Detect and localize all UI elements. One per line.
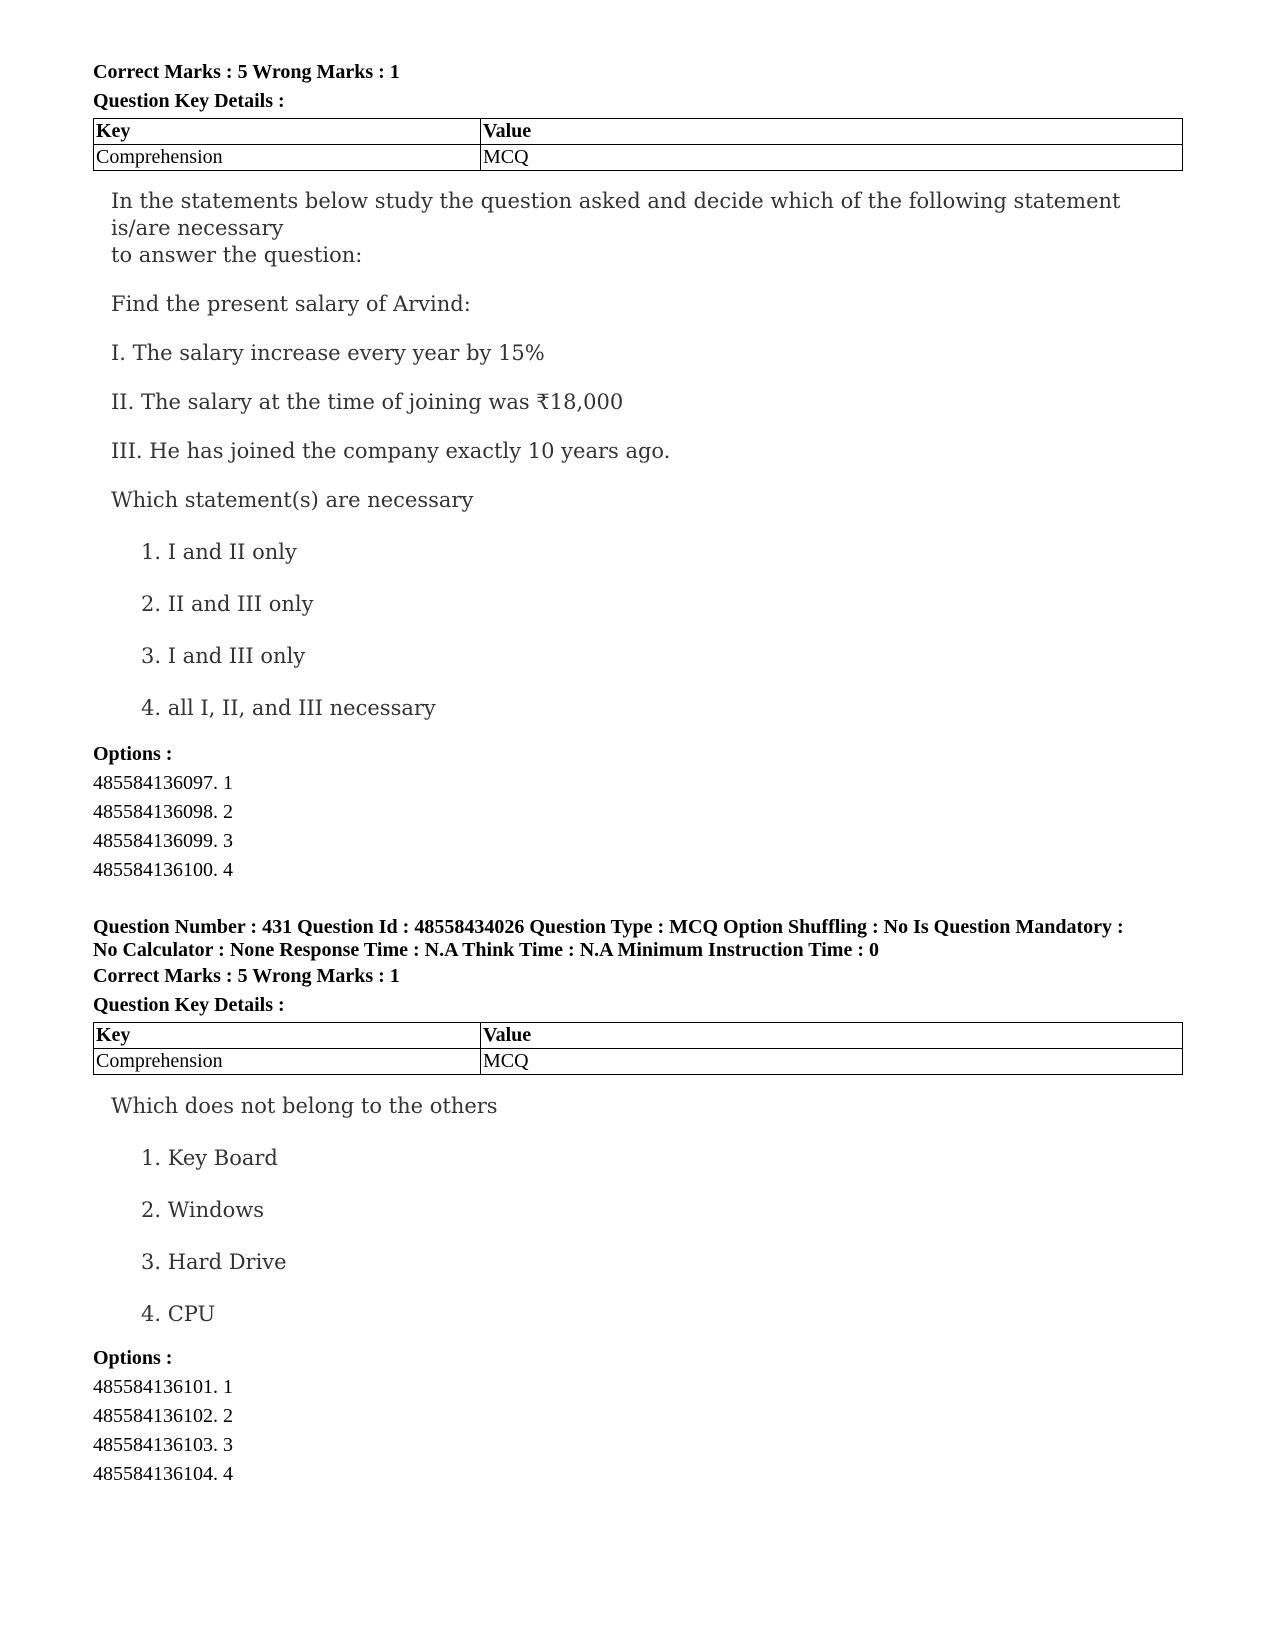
q1-question-body [93,188,1183,722]
q2-options [93,1344,1183,1489]
table-cell-value: MCQ [481,145,1183,171]
q2-question-body [93,1093,1183,1328]
table-cell-key: Comprehension [94,1049,481,1075]
q2-header-line2: No Calculator : None Response Time : N.A Think Time : N.A Minimum Instruction Time : 0 [93,939,879,961]
table-row [94,119,1183,145]
q1-prompt: Which statement(s) are necessary [111,488,474,512]
q1-statement-2: II. The salary at the time of joining was ₹18,000 [111,390,624,414]
q1-statement-3: III. He has joined the company exactly 10 years ago. [111,439,671,463]
q1-options [93,740,1183,885]
table-header-value: Value [481,1023,1183,1049]
q2-choice-4: 4. CPU [141,1302,216,1326]
q2-header [93,916,1183,962]
q1-choice-2: 2. II and III only [141,592,314,616]
q1-key-details-label: Question Key Details : [93,90,285,112]
q1-statement-1: I. The salary increase every year by 15% [111,341,545,365]
q1-option-4: 485584136100. 4 [93,859,233,881]
table-header-key: Key [94,1023,481,1049]
q2-key-details-table [93,1022,1183,1075]
q2-option-1: 485584136101. 1 [93,1376,233,1398]
table-row [94,1023,1183,1049]
q1-choice-3: 3. I and III only [141,644,306,668]
q1-stem-line1: In the statements below study the question asked and decide which of the following statement is/are necessary [111,189,1121,240]
q1-stem-line2: to answer the question: [111,243,363,267]
table-row [94,1049,1183,1075]
table-header-key: Key [94,119,481,145]
q1-option-1: 485584136097. 1 [93,772,233,794]
q1-choice-1: 1. I and II only [141,540,297,564]
table-header-value: Value [481,119,1183,145]
q2-header-line1: Question Number : 431 Question Id : 48558434026 Question Type : MCQ Option Shuffling : No Is Question Mandatory : [93,916,1124,938]
q2-choice-3: 3. Hard Drive [141,1250,287,1274]
table-row [94,145,1183,171]
question-paper-page [93,58,1183,1489]
q1-option-3: 485584136099. 3 [93,830,233,852]
table-cell-value: MCQ [481,1049,1183,1075]
q2-option-2: 485584136102. 2 [93,1405,233,1427]
q1-choice-4: 4. all I, II, and III necessary [141,696,436,720]
q2-option-4: 485584136104. 4 [93,1463,233,1485]
q1-key-details-table [93,118,1183,171]
q2-prompt: Which does not belong to the others [111,1094,498,1118]
q2-key-details-label: Question Key Details : [93,994,285,1016]
q2-options-label: Options : [93,1347,173,1369]
q2-choice-1: 1. Key Board [141,1146,278,1170]
q1-marks: Correct Marks : 5 Wrong Marks : 1 [93,61,400,83]
q2-marks: Correct Marks : 5 Wrong Marks : 1 [93,965,400,987]
q2-option-3: 485584136103. 3 [93,1434,233,1456]
q1-option-2: 485584136098. 2 [93,801,233,823]
q2-choice-2: 2. Windows [141,1198,265,1222]
table-cell-key: Comprehension [94,145,481,171]
q1-find: Find the present salary of Arvind: [111,292,471,316]
q1-options-label: Options : [93,743,173,765]
